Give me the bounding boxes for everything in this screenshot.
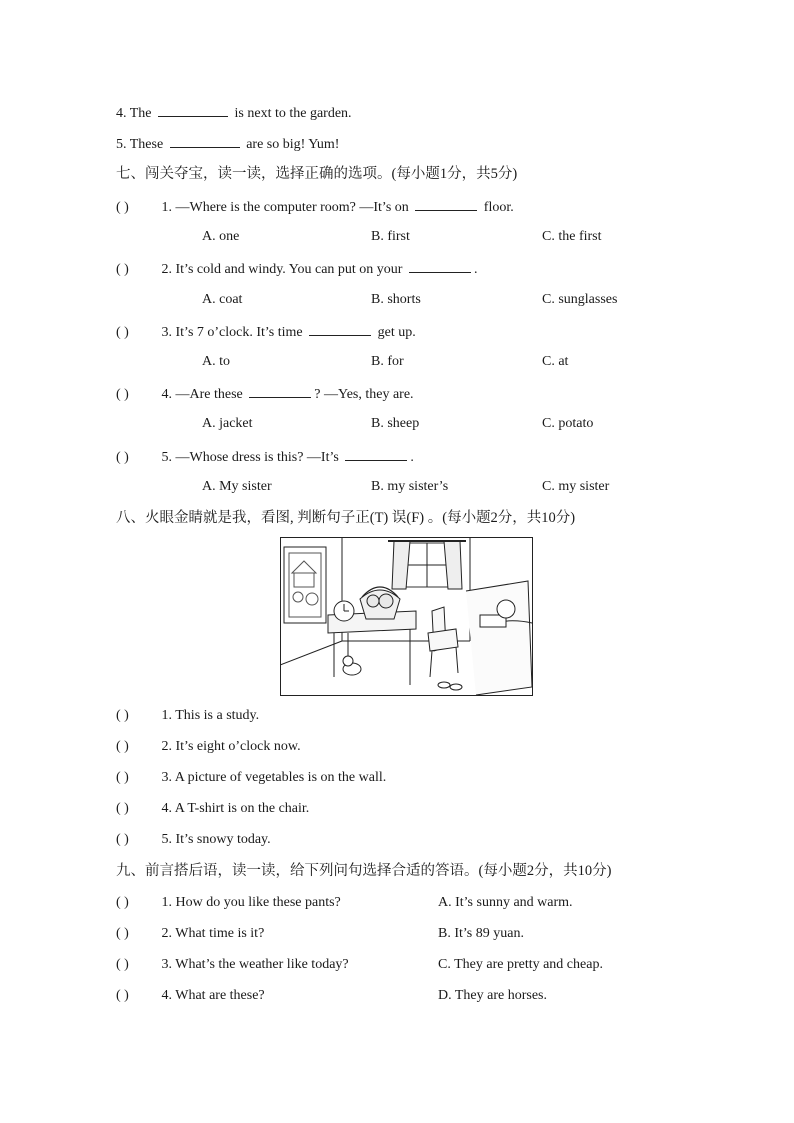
answer-bracket[interactable]: ( ) [116, 832, 129, 847]
statement-8-5 [116, 830, 271, 850]
answer-bracket[interactable]: ( ) [116, 739, 129, 754]
option-a[interactable]: A. jacket [202, 416, 253, 431]
answer-bracket[interactable]: ( ) [116, 957, 129, 972]
question-text: 5. —Whose dress is this? —It’s [161, 450, 339, 465]
question-text: 4. What are these? [161, 988, 265, 1003]
statement-8-1 [116, 706, 259, 726]
answer-blank[interactable] [409, 258, 471, 273]
match-row-2 [116, 924, 264, 944]
statement-text: 4. A T-shirt is on the chair. [161, 801, 310, 816]
answer-bracket[interactable]: ( ) [116, 708, 129, 723]
answer-blank[interactable] [309, 321, 371, 336]
answer-bracket[interactable]: ( ) [116, 200, 129, 215]
option-c[interactable]: C. my sister [542, 479, 610, 494]
answer-bracket[interactable]: ( ) [116, 801, 129, 816]
section-8-heading: 八、火眼金睛就是我，看图, 判断句子正(T) 误(F) 。(每小题2分，共10分) [116, 510, 576, 526]
statement-8-2 [116, 737, 301, 757]
question-text: get up. [377, 325, 416, 340]
statement-text: 1. This is a study. [161, 708, 260, 723]
answer-blank[interactable] [415, 196, 477, 211]
question-text: 2. What time is it? [161, 926, 265, 941]
option-a[interactable]: A. one [202, 229, 240, 244]
fill-blank-item-4 [116, 102, 352, 122]
fill-blank-item-5 [116, 133, 339, 153]
bedroom-illustration [280, 537, 533, 696]
option-a[interactable]: A. to [202, 354, 230, 369]
answer-option: D. They are horses. [438, 988, 547, 1003]
item-text: 4. The [116, 106, 152, 121]
answer-bracket[interactable]: ( ) [116, 988, 129, 1003]
question-text: 3. It’s 7 o’clock. It’s time [161, 325, 303, 340]
question-7-2 [116, 258, 477, 278]
statement-text: 3. A picture of vegetables is on the wall. [161, 770, 387, 785]
option-b[interactable]: B. my sister’s [371, 479, 449, 494]
answer-bracket[interactable]: ( ) [116, 450, 129, 465]
statement-8-4 [116, 799, 309, 819]
section-7-heading: 七、闯关夺宝，读一读，选择正确的选项。(每小题1分，共5分) [116, 166, 518, 182]
answer-option: A. It’s sunny and warm. [438, 895, 573, 910]
statement-8-3 [116, 768, 386, 788]
match-row-1 [116, 893, 341, 913]
answer-blank[interactable] [249, 383, 311, 398]
question-text: 1. —Where is the computer room? —It’s on [161, 200, 409, 215]
option-c[interactable]: C. potato [542, 416, 594, 431]
statement-text: 5. It’s snowy today. [161, 832, 271, 847]
option-a[interactable]: A. My sister [202, 479, 272, 494]
answer-bracket[interactable]: ( ) [116, 262, 129, 277]
item-text: 5. These [116, 137, 164, 152]
answer-option: C. They are pretty and cheap. [438, 957, 603, 972]
match-row-3 [116, 955, 349, 975]
option-b[interactable]: B. first [371, 229, 410, 244]
answer-bracket[interactable]: ( ) [116, 770, 129, 785]
answer-bracket[interactable]: ( ) [116, 387, 129, 402]
answer-blank[interactable] [170, 133, 240, 148]
question-7-3 [116, 321, 416, 341]
question-7-1 [116, 196, 514, 216]
statement-text: 2. It’s eight o’clock now. [161, 739, 301, 754]
answer-bracket[interactable]: ( ) [116, 895, 129, 910]
item-text: is next to the garden. [234, 106, 352, 121]
answer-bracket[interactable]: ( ) [116, 325, 129, 340]
question-text: 2. It’s cold and windy. You can put on your [161, 262, 403, 277]
match-row-4 [116, 986, 265, 1006]
option-b[interactable]: B. shorts [371, 292, 421, 307]
answer-blank[interactable] [345, 446, 407, 461]
question-text: 3. What’s the weather like today? [161, 957, 349, 972]
question-7-4 [116, 383, 414, 403]
answer-bracket[interactable]: ( ) [116, 926, 129, 941]
answer-blank[interactable] [158, 102, 228, 117]
option-b[interactable]: B. sheep [371, 416, 420, 431]
question-text: . [410, 450, 414, 465]
item-text: are so big! Yum! [246, 137, 340, 152]
question-text: . [473, 262, 478, 277]
option-c[interactable]: C. sunglasses [542, 292, 618, 307]
question-text: floor. [483, 200, 514, 215]
option-c[interactable]: C. at [542, 354, 569, 369]
answer-option: B. It’s 89 yuan. [438, 926, 524, 941]
option-b[interactable]: B. for [371, 354, 404, 369]
option-c[interactable]: C. the first [542, 229, 602, 244]
section-9-heading: 九、前言搭后语，读一读，给下列问句选择合适的答语。(每小题2分，共10分) [116, 863, 612, 879]
question-text: ? —Yes, they are. [314, 387, 414, 402]
option-a[interactable]: A. coat [202, 292, 243, 307]
question-7-5 [116, 446, 414, 466]
question-text: 4. —Are these [161, 387, 243, 402]
question-text: 1. How do you like these pants? [161, 895, 341, 910]
